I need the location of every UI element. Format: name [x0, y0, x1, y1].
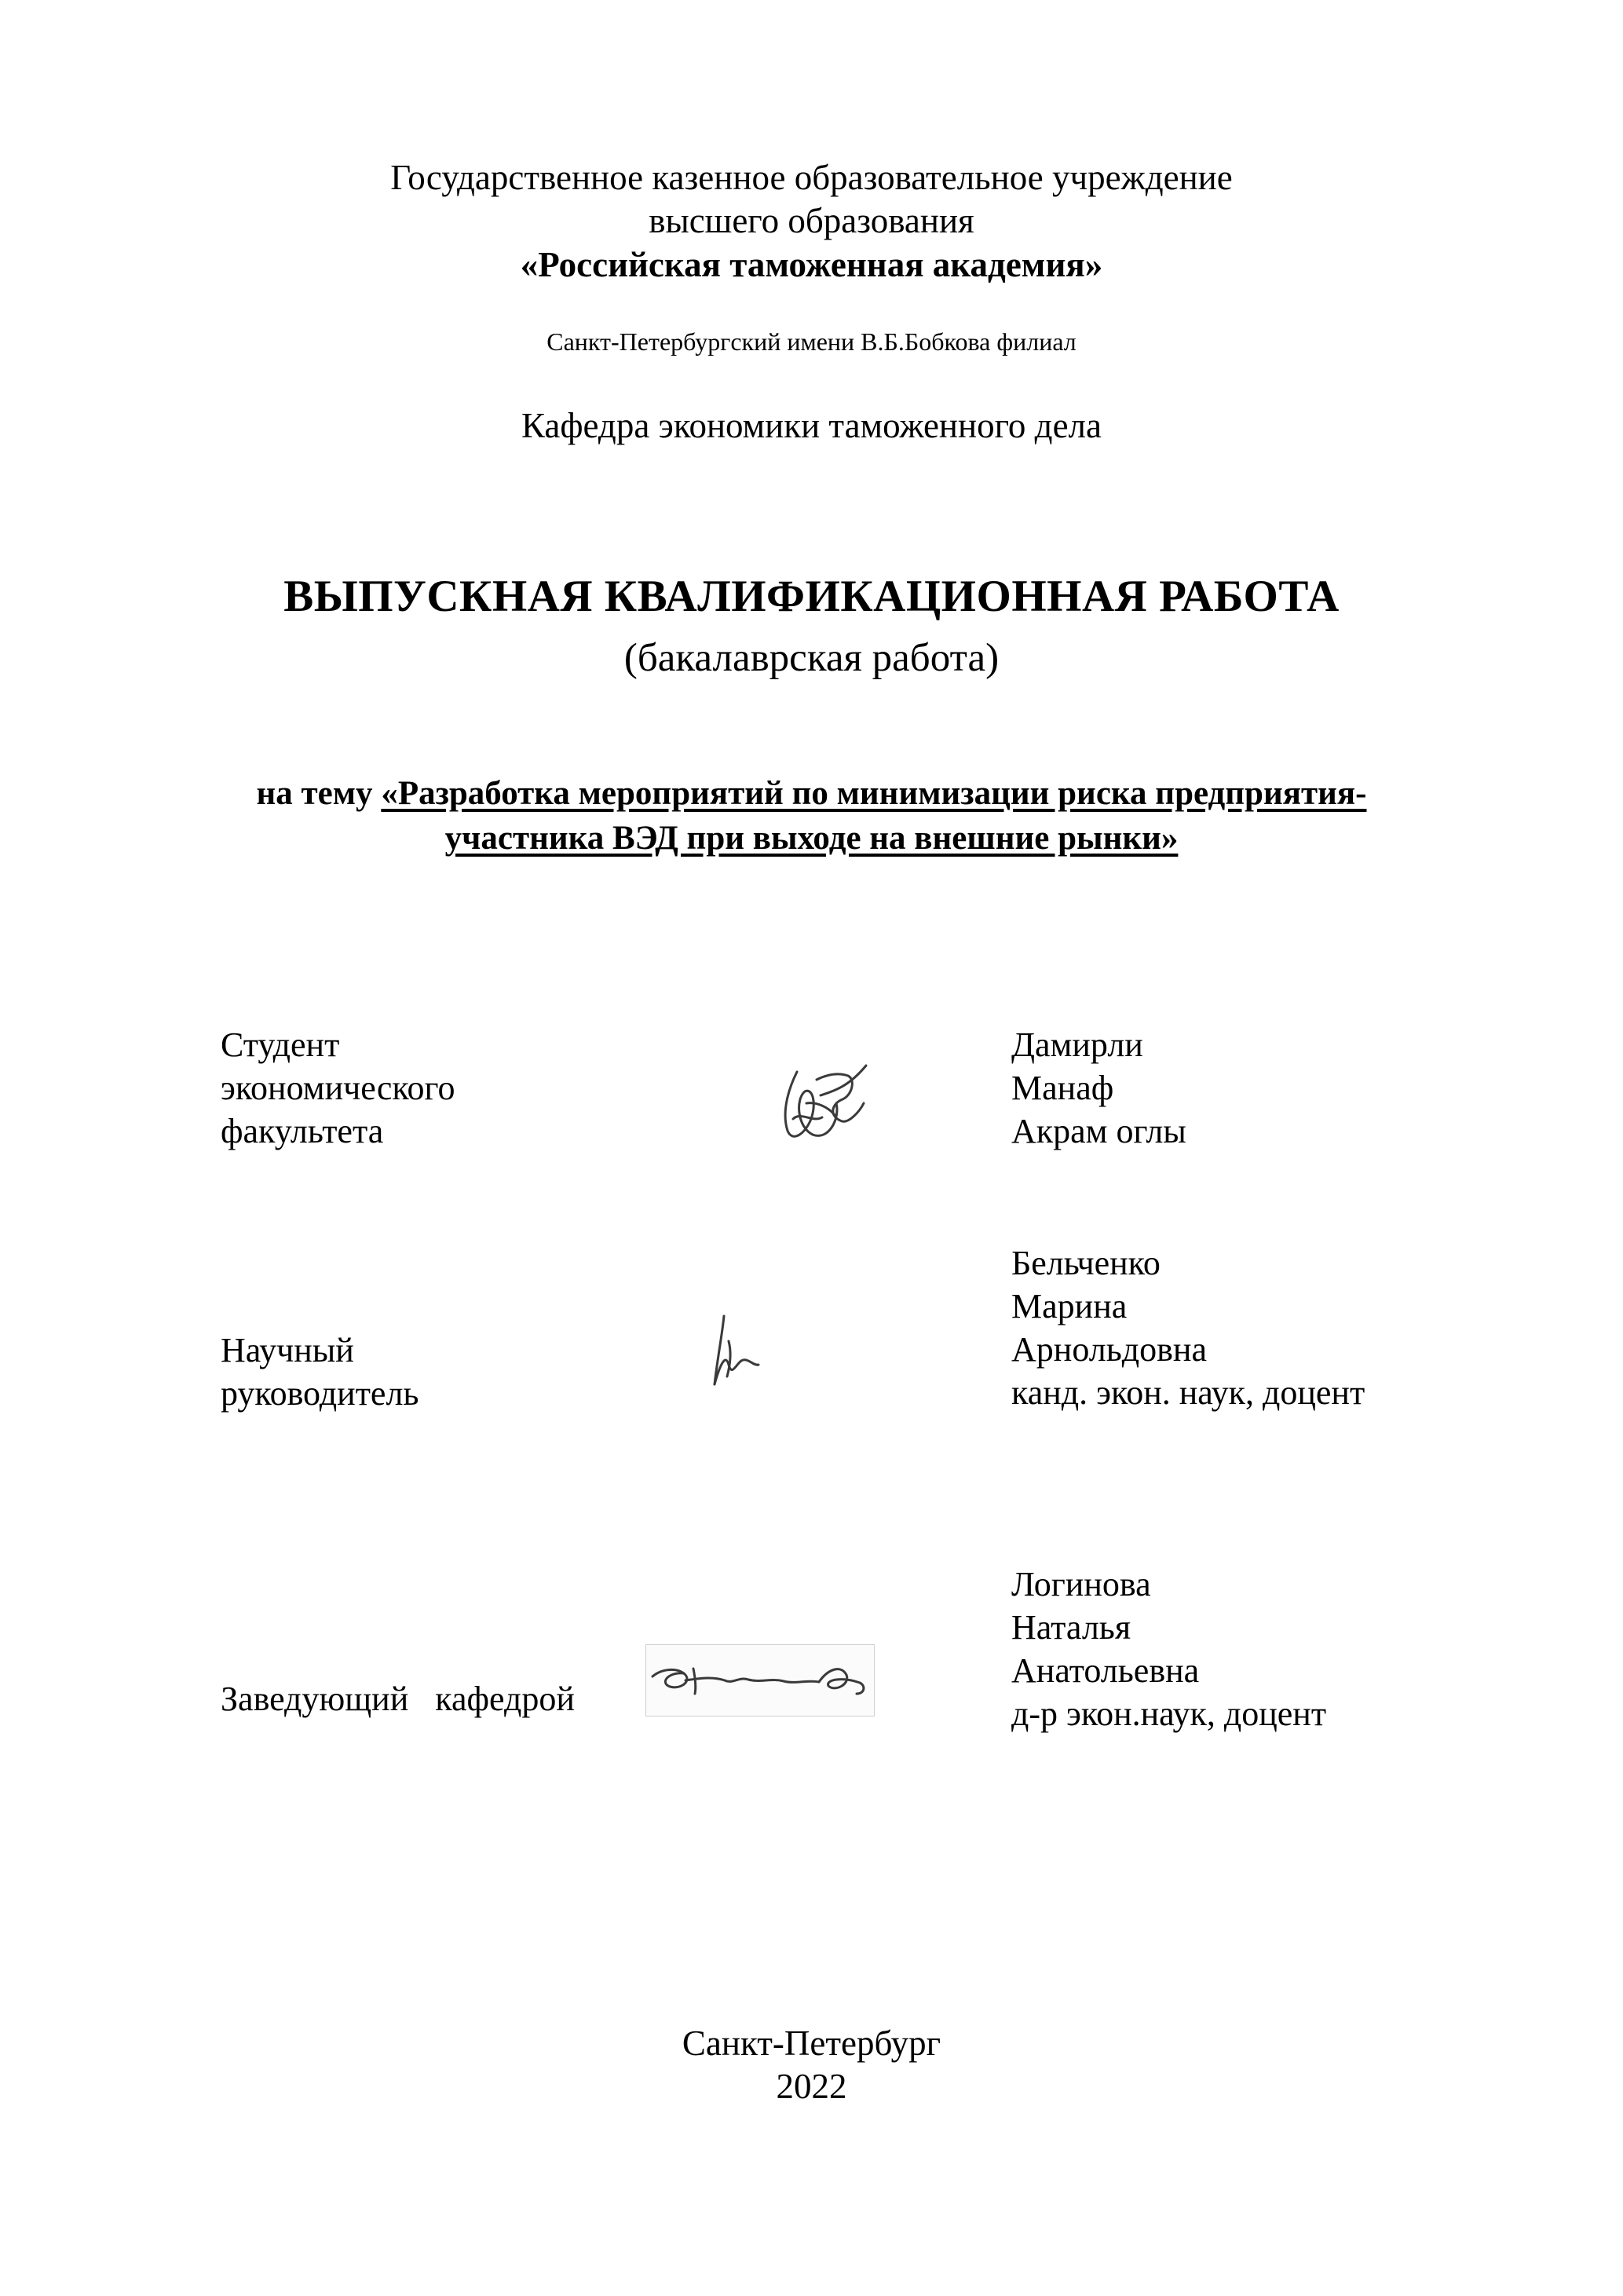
head-name — [1011, 1563, 1326, 1735]
student-role — [221, 1023, 455, 1153]
work-subtitle: (бакалаврская работа) — [623, 636, 1000, 680]
head-signature — [645, 1644, 875, 1717]
student-name — [1011, 1023, 1186, 1153]
head-name-line: Анатольевна — [1011, 1651, 1200, 1690]
student-name-line: Акрам оглы — [1011, 1112, 1186, 1150]
student-role-line: экономического — [221, 1069, 455, 1107]
supervisor-role-line: Научный — [221, 1331, 354, 1369]
work-title: ВЫПУСКНАЯ КВАЛИФИКАЦИОННАЯ РАБОТА — [283, 572, 1340, 621]
department-name: Кафедра экономики таможенного дела — [521, 406, 1102, 445]
head-name-line: Наталья — [1011, 1608, 1131, 1647]
supervisor-name-line: Арнольдовна — [1011, 1330, 1208, 1369]
student-name-line: Манаф — [1011, 1069, 1114, 1107]
head-name-line: д-р экон.наук, доцент — [1011, 1695, 1327, 1733]
topic-text-1: «Разработка мероприятий по минимизации риска предприятия- — [381, 775, 1367, 812]
institution-line-1: Государственное казенное образовательное учреждение — [390, 158, 1233, 197]
footer-city: Санкт-Петербург — [682, 2024, 941, 2063]
head-role-word: кафедрой — [435, 1680, 575, 1718]
supervisor-signature — [700, 1310, 763, 1396]
supervisor-role — [221, 1329, 419, 1415]
branch-name: Санкт-Петербургский имени В.Б.Бобкова филиал — [546, 327, 1077, 356]
head-role — [221, 1677, 575, 1720]
topic-line-2 — [0, 817, 1623, 861]
supervisor-name — [1011, 1241, 1365, 1414]
supervisor-role-line: руководитель — [221, 1374, 419, 1413]
student-signature — [773, 1056, 872, 1150]
head-role-word: Заведующий — [221, 1680, 409, 1718]
student-name-line: Дамирли — [1011, 1026, 1143, 1064]
topic-line-1 — [0, 772, 1623, 816]
supervisor-name-line: Бельченко — [1011, 1244, 1161, 1282]
student-role-line: факультета — [221, 1112, 384, 1150]
head-name-line: Логинова — [1011, 1565, 1151, 1603]
topic-prefix: на тему — [256, 775, 382, 812]
footer-year: 2022 — [776, 2067, 847, 2106]
supervisor-name-line: канд. экон. наук, доцент — [1011, 1373, 1365, 1412]
academy-name: «Российская таможенная академия» — [520, 245, 1103, 284]
topic-text-2: участника ВЭД при выходе на внешние рынки» — [444, 820, 1179, 857]
supervisor-name-line: Марина — [1011, 1287, 1128, 1325]
student-role-line: Студент — [221, 1026, 340, 1064]
institution-line-2: высшего образования — [649, 201, 974, 240]
